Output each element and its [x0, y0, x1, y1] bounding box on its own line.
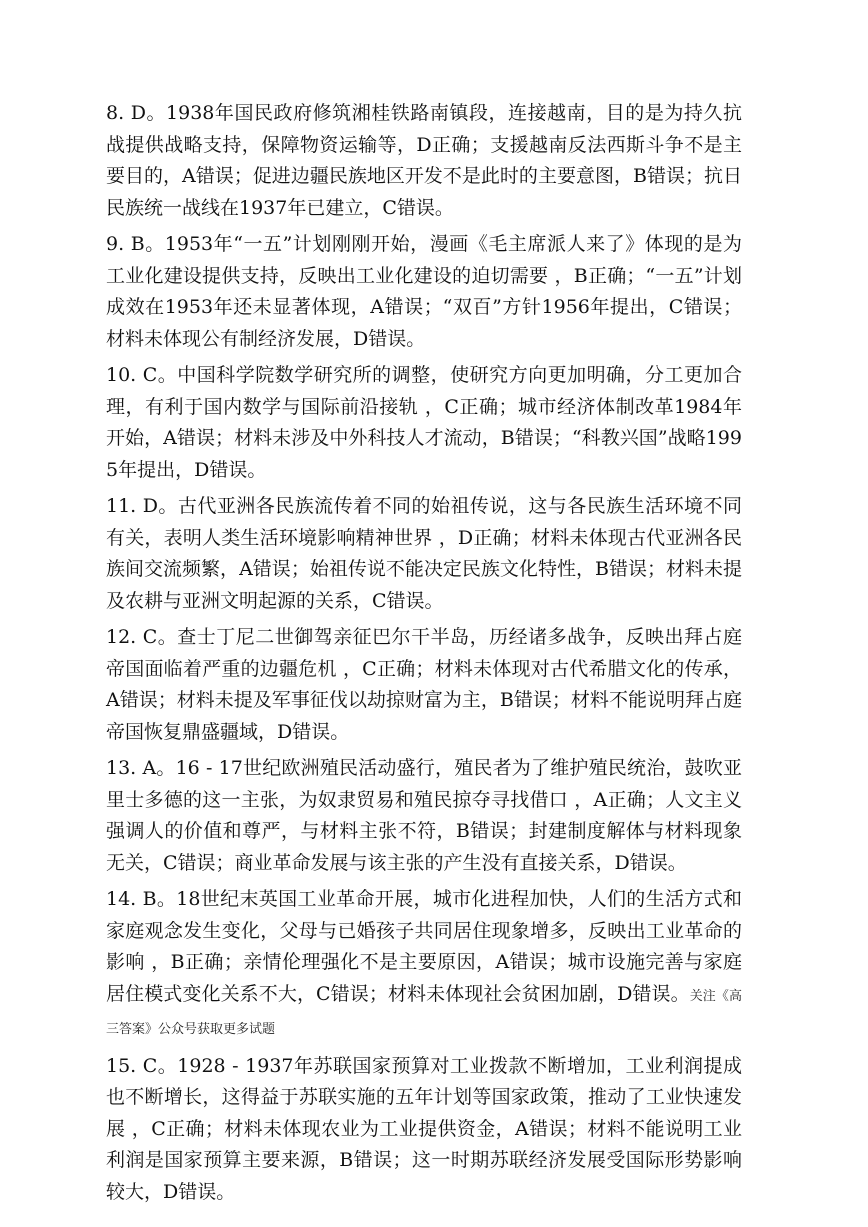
- answer-10: [106, 360, 742, 486]
- answer-10-text: 10. C。中国科学院数学研究所的调整，使研究方向更加明确，分工更加合理，有利于国内数学与国际前沿接轨 ，C正确；城市经济体制改革1984年开始，A错误；材料未涉及中外科技人才流动，B错误；“科教兴国”战略1995年提出，D错误。: [106, 364, 742, 481]
- answer-11: [106, 491, 742, 617]
- answer-14-text: 14. B。18世纪末英国工业革命开展，城市化进程加快，人们的生活方式和家庭观念发生变化，父母与已婚孩子共同居住现象增多，反映出工业革命的影响 ，B正确；亲情伦理强化不是主要原因，A错误；城市设施完善与家庭居住模式变化关系不大，C错误；材料未体现社会贫困加剧，D错误。: [106, 888, 742, 1005]
- answer-8-text: 8. D。1938年国民政府修筑湘桂铁路南镇段，连接越南，目的是为持久抗战提供战略支持，保障物资运输等，D正确；支援越南反法西斯斗争不是主要目的，A错误；促进边疆民族地区开发不是此时的主要意图，B错误；抗日民族统一战线在1937年已建立，C错误。: [106, 102, 742, 219]
- answer-8: [106, 98, 742, 224]
- answer-15-text: 15. C。1928 - 1937年苏联国家预算对工业拨款不断增加，工业利润提成也不断增长，这得益于苏联实施的五年计划等国家政策，推动了工业快速发展 ，C正确；材料未体现农业为工业提供资金，A错误；材料不能说明工业利润是国家预算主要来源，B错误；这一时期苏联经济发展受国际形势影响较大，D错误。: [106, 1054, 742, 1203]
- answer-9: [106, 229, 742, 355]
- answer-12-text: 12. C。查士丁尼二世御驾亲征巴尔干半岛，历经诸多战争，反映出拜占庭帝国面临着严重的边疆危机 ，C正确；材料未体现对古代希腊文化的传承，A错误；材料未提及军事征伐以劫掠财富为主，B错误；材料不能说明拜占庭帝国恢复鼎盛疆域，D错误。: [106, 626, 742, 743]
- answer-13-text: 13. A。16 - 17世纪欧洲殖民活动盛行，殖民者为了维护殖民统治，鼓吹亚里士多德的这一主张，为奴隶贸易和殖民掠夺寻找借口 ，A正确；人文主义强调人的价值和尊严，与材料主张不符，B错误；封建制度解体与材料现象无关，C错误；商业革命发展与该主张的产生没有直接关系，D错误。: [106, 757, 742, 874]
- answer-13: [106, 753, 742, 879]
- answer-9-text: 9. B。1953年“一五”计划刚刚开始，漫画《毛主席派人来了》体现的是为工业化建设提供支持，反映出工业化建设的迫切需要 ，B正确；“一五”计划成效在1953年还未显著体现，A错误；“双百”方针1956年提出，C错误；材料未体现公有制经济发展，D错误。: [106, 233, 742, 350]
- answer-15: [106, 1051, 742, 1209]
- watermark-note: 关注《高三答案》公众号获取更多试题: [106, 988, 742, 1037]
- answer-14: [106, 884, 742, 1046]
- answer-11-text: 11. D。古代亚洲各民族流传着不同的始祖传说，这与各民族生活环境不同有关，表明人类生活环境影响精神世界 ，D正确；材料未体现古代亚洲各民族间交流频繁，A错误；始祖传说不能决定民族文化特性，B错误；材料未提及农耕与亚洲文明起源的关系，C错误。: [106, 495, 742, 612]
- answer-12: [106, 622, 742, 748]
